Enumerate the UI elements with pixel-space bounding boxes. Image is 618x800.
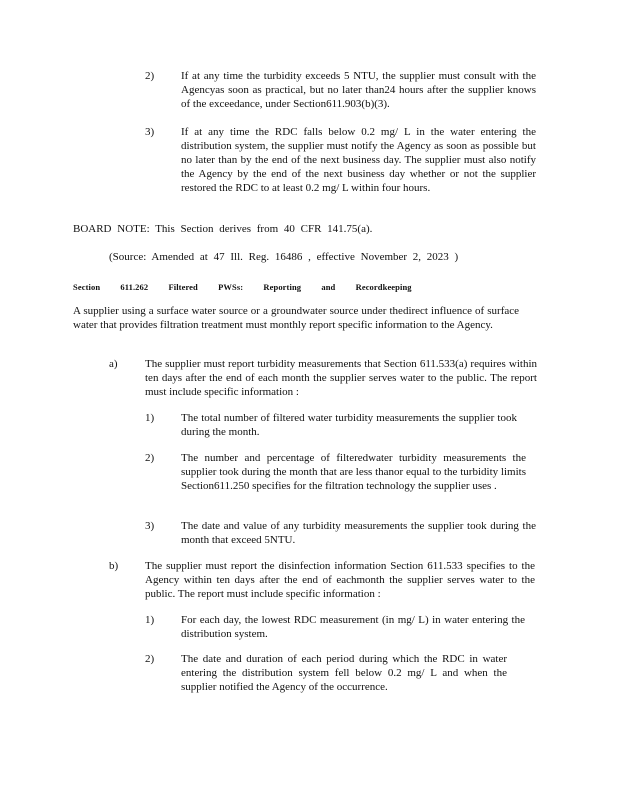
item-number: 1) (145, 412, 155, 424)
item-text: The date and value of any turbidity measurements the supplier took during the month that exceed 5NTU. (181, 520, 536, 546)
item-text: The number and percentage of filteredwater turbidity measurements the supplier took during the month that are less thanor equal to the turbidity limits Section611.250 specifies for the filtration technology the supplier uses . (181, 452, 526, 492)
item-number: 2) (145, 452, 155, 464)
item-text: The total number of filtered water turbidity measurements the supplier took during the month. (181, 412, 517, 438)
item-text: If at any time the RDC falls below 0.2 mg/ L in the water entering the distribution system, the supplier must notify the Agency as soon as possible but no later than by the end of the next business day. The supplier must also notify the Agency by the end of the next business day whether or not the supplier restored the RDC to at least 0.2 mg/ L within four hours. (181, 126, 536, 194)
subsection-text: The supplier must report turbidity measurements that Section 611.533(a) requires within ten days after the end of each month the supplier serves water to the public. The report must include specific information : (145, 358, 537, 398)
board-note: BOARD NOTE: This Section derives from 40 CFR 141.75(a). (73, 223, 373, 235)
source-note: (Source: Amended at 47 Ill. Reg. 16486 , effective November 2, 2023 ) (109, 251, 459, 263)
item-number: 2) (145, 70, 155, 82)
subsection-label: b) (109, 560, 119, 572)
item-text: For each day, the lowest RDC measurement (in mg/ L) in water entering the distribution system. (181, 614, 525, 640)
item-number: 1) (145, 614, 155, 626)
item-number: 2) (145, 653, 155, 665)
section-heading: Section 611.262 Filtered PWSs: Reporting and Recordkeeping (73, 282, 412, 292)
subsection-text: The supplier must report the disinfection information Section 611.533 specifies to the Agency within ten days after the end of eachmonth the supplier serves water to the public. The report must include specific information : (145, 560, 535, 600)
item-text: The date and duration of each period during which the RDC in water entering the distribution system fell below 0.2 mg/ L and when the supplier notified the Agency of the occurrence. (181, 653, 507, 693)
intro-paragraph: A supplier using a surface water source or a groundwater source under thedirect influence of surface water that provides filtration treatment must monthly report specific information to the Agency. (73, 305, 519, 331)
item-number: 3) (145, 126, 155, 138)
item-text: If at any time the turbidity exceeds 5 NTU, the supplier must consult with the Agencyas soon as practical, but no later than24 hours after the supplier knows of the exceedance, under Section611.903(b)(3). (181, 70, 536, 110)
subsection-label: a) (109, 358, 118, 370)
item-number: 3) (145, 520, 155, 532)
